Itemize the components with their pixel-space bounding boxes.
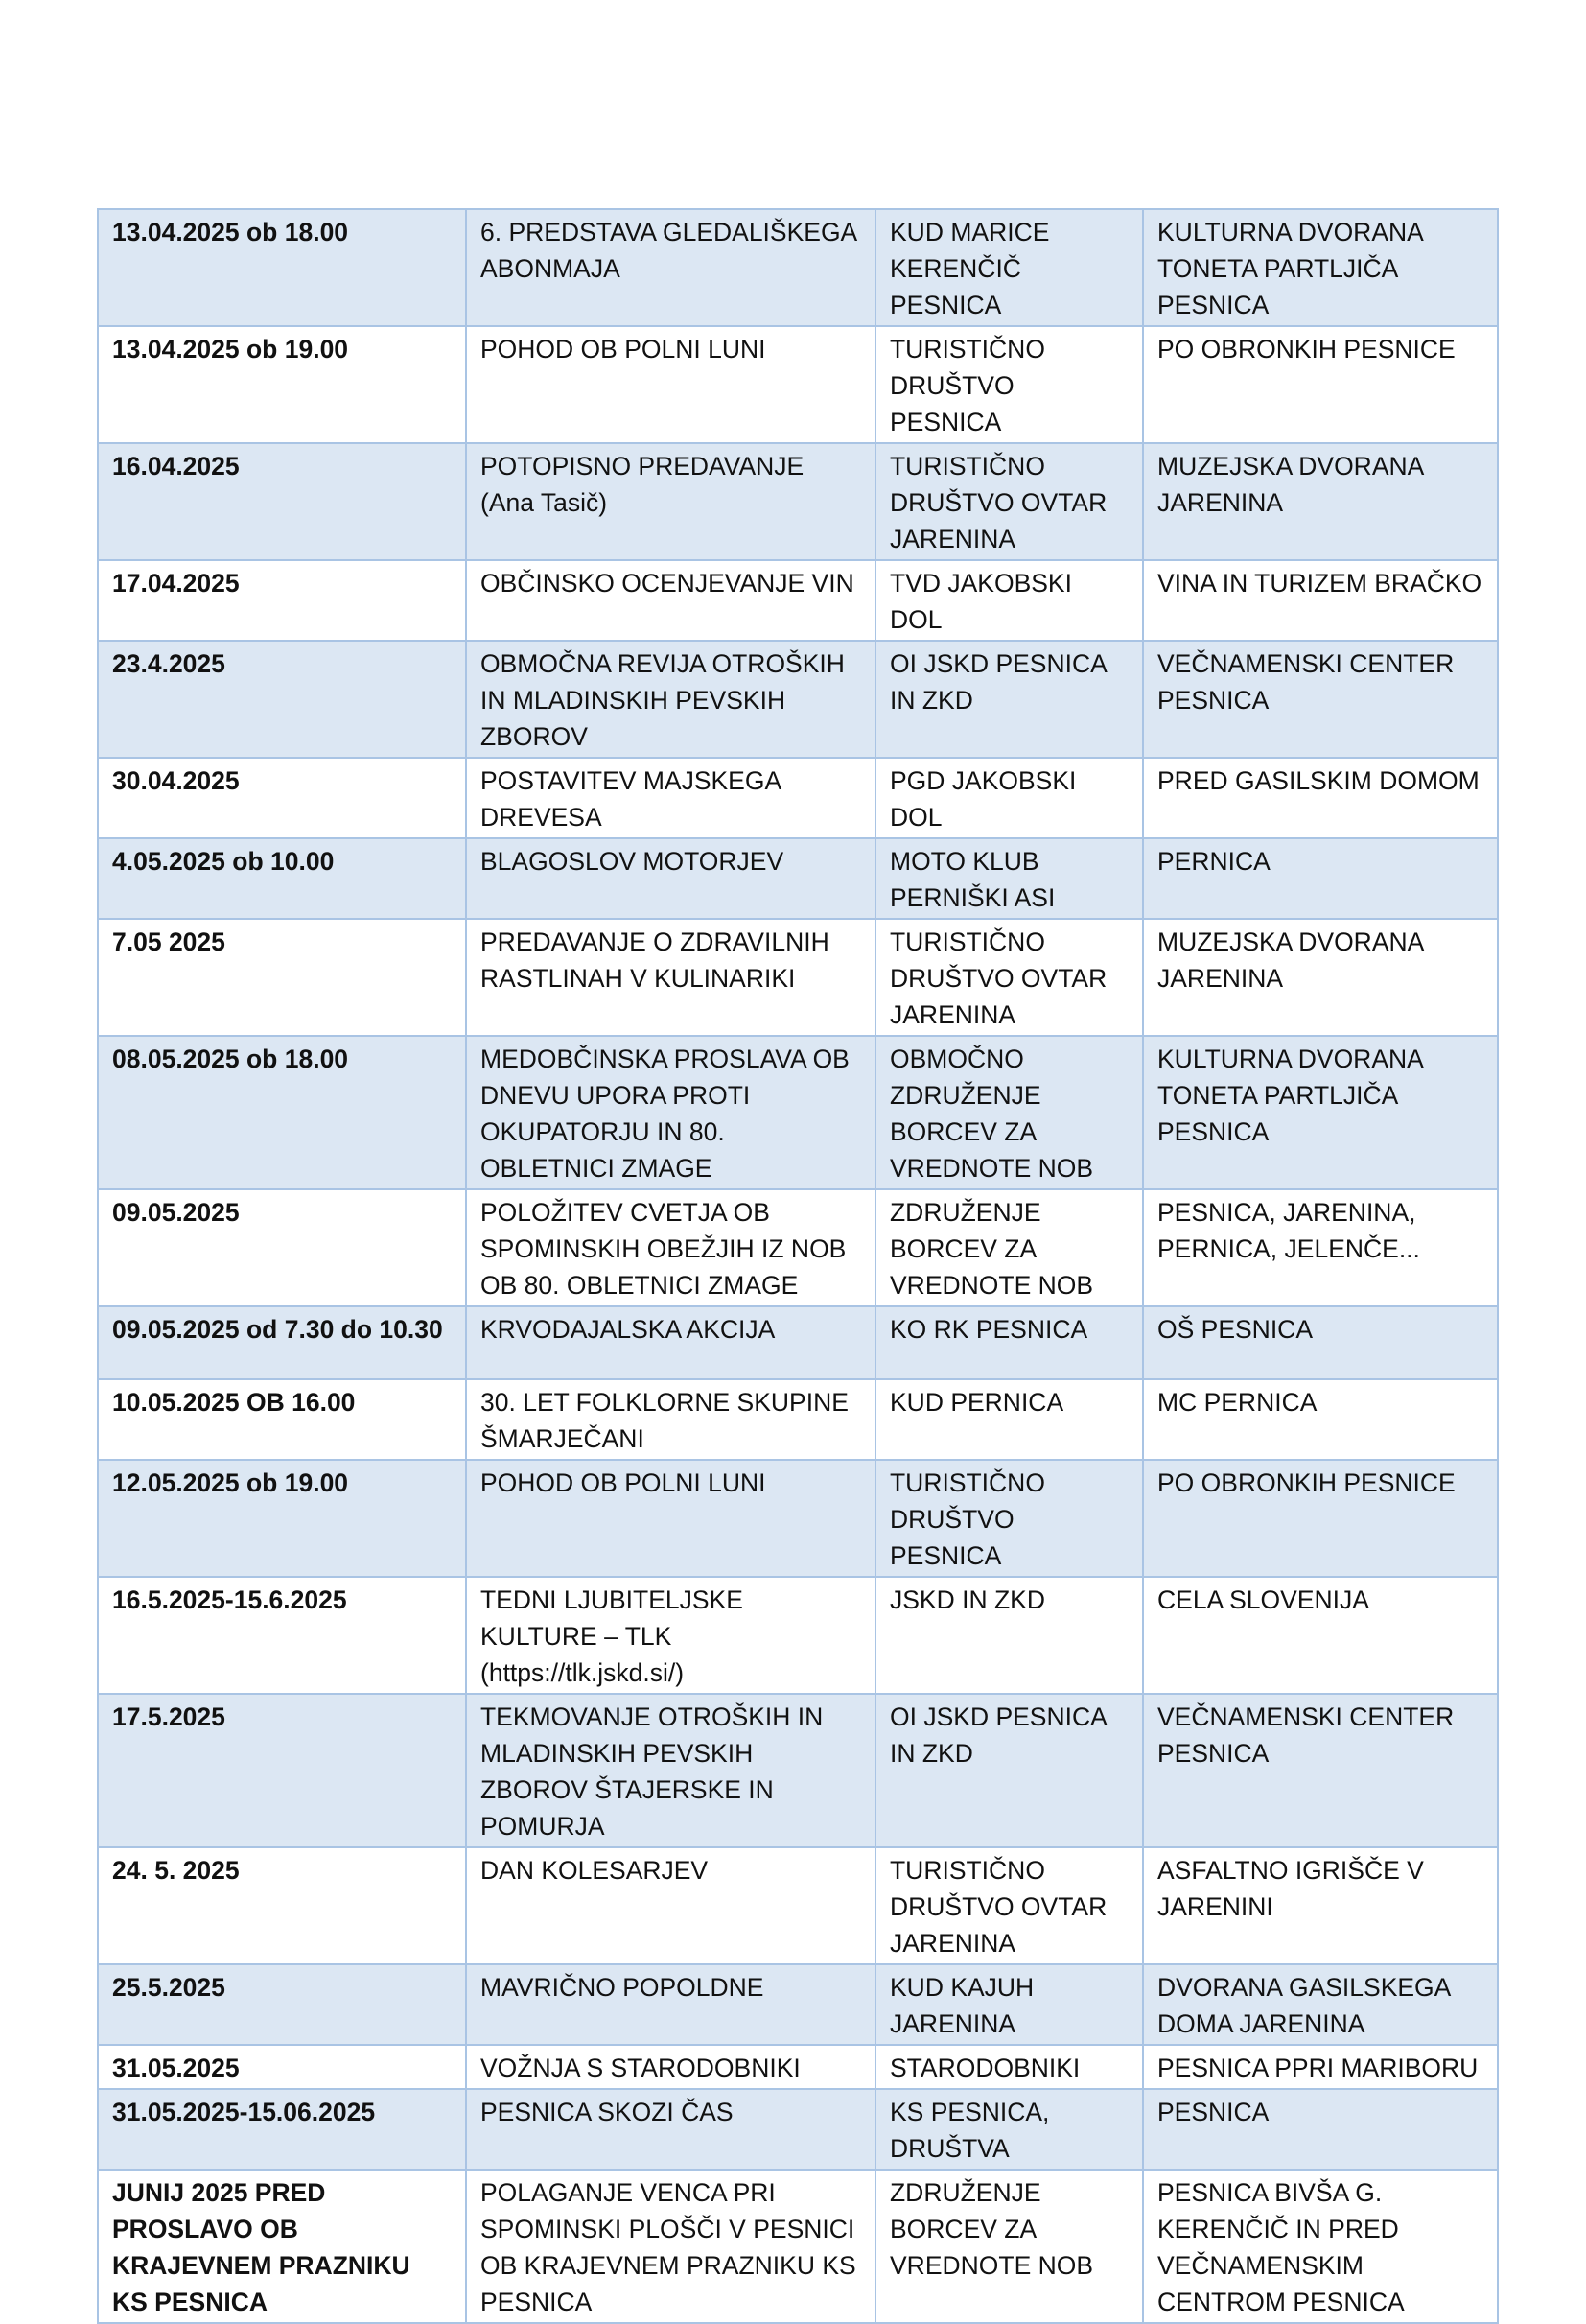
event-location: VEČNAMENSKI CENTER PESNICA — [1143, 641, 1498, 758]
table-row — [98, 2170, 1498, 2323]
event-organizer: KS PESNICA, DRUŠTVA — [875, 2089, 1143, 2170]
table-row — [98, 1847, 1498, 1964]
event-date: 12.05.2025 ob 19.00 — [98, 1460, 466, 1577]
event-date: JUNIJ 2025 PRED PROSLAVO OB KRAJEVNEM PRAZNIKU KS PESNICA — [98, 2170, 466, 2323]
event-location: PESNICA PPRI MARIBORU — [1143, 2045, 1498, 2089]
event-location: OŠ PESNICA — [1143, 1306, 1498, 1379]
event-location: PESNICA — [1143, 2089, 1498, 2170]
event-title: TEDNI LJUBITELJSKE KULTURE – TLK (https://tlk.jskd.si/) — [466, 1577, 875, 1694]
table-row — [98, 2089, 1498, 2170]
event-organizer: TURISTIČNO DRUŠTVO PESNICA — [875, 1460, 1143, 1577]
table-row — [98, 641, 1498, 758]
event-date: 09.05.2025 od 7.30 do 10.30 — [98, 1306, 466, 1379]
event-location: KULTURNA DVORANA TONETA PARTLJIČA PESNICA — [1143, 1036, 1498, 1189]
event-location: MUZEJSKA DVORANA JARENINA — [1143, 443, 1498, 560]
events-table — [97, 208, 1499, 2324]
event-organizer: ZDRUŽENJE BORCEV ZA VREDNOTE NOB — [875, 2170, 1143, 2323]
event-title: 30. LET FOLKLORNE SKUPINE ŠMARJEČANI — [466, 1379, 875, 1460]
event-organizer: OI JSKD PESNICA IN ZKD — [875, 1694, 1143, 1847]
event-organizer: TVD JAKOBSKI DOL — [875, 560, 1143, 641]
table-row — [98, 1460, 1498, 1577]
event-location: PRED GASILSKIM DOMOM — [1143, 758, 1498, 838]
event-date: 08.05.2025 ob 18.00 — [98, 1036, 466, 1189]
event-location: PERNICA — [1143, 838, 1498, 919]
events-table-body — [98, 209, 1498, 2323]
table-row — [98, 326, 1498, 443]
event-date: 7.05 2025 — [98, 919, 466, 1036]
event-title: POSTAVITEV MAJSKEGA DREVESA — [466, 758, 875, 838]
event-organizer: KUD PERNICA — [875, 1379, 1143, 1460]
event-organizer: JSKD IN ZKD — [875, 1577, 1143, 1694]
event-date: 16.5.2025-15.6.2025 — [98, 1577, 466, 1694]
event-date: 31.05.2025 — [98, 2045, 466, 2089]
table-row — [98, 1379, 1498, 1460]
event-location: PESNICA, JARENINA, PERNICA, JELENČE... — [1143, 1189, 1498, 1306]
table-row — [98, 1964, 1498, 2045]
event-location: DVORANA GASILSKEGA DOMA JARENINA — [1143, 1964, 1498, 2045]
event-organizer: KUD KAJUH JARENINA — [875, 1964, 1143, 2045]
event-date: 13.04.2025 ob 18.00 — [98, 209, 466, 326]
event-organizer: TURISTIČNO DRUŠTVO OVTAR JARENINA — [875, 1847, 1143, 1964]
table-row — [98, 1694, 1498, 1847]
event-organizer: KO RK PESNICA — [875, 1306, 1143, 1379]
event-organizer: MOTO KLUB PERNIŠKI ASI — [875, 838, 1143, 919]
event-organizer: ZDRUŽENJE BORCEV ZA VREDNOTE NOB — [875, 1189, 1143, 1306]
event-title: BLAGOSLOV MOTORJEV — [466, 838, 875, 919]
event-organizer: STARODOBNIKI — [875, 2045, 1143, 2089]
table-row — [98, 758, 1498, 838]
event-date: 25.5.2025 — [98, 1964, 466, 2045]
event-location: VINA IN TURIZEM BRAČKO — [1143, 560, 1498, 641]
event-date: 31.05.2025-15.06.2025 — [98, 2089, 466, 2170]
event-title: TEKMOVANJE OTROŠKIH IN MLADINSKIH PEVSKIH ZBOROV ŠTAJERSKE IN POMURJA — [466, 1694, 875, 1847]
event-organizer: TURISTIČNO DRUŠTVO OVTAR JARENINA — [875, 919, 1143, 1036]
table-row — [98, 443, 1498, 560]
event-date: 24. 5. 2025 — [98, 1847, 466, 1964]
event-title: POLOŽITEV CVETJA OB SPOMINSKIH OBEŽJIH IZ NOB OB 80. OBLETNICI ZMAGE — [466, 1189, 875, 1306]
event-title: KRVODAJALSKA AKCIJA — [466, 1306, 875, 1379]
event-location: MC PERNICA — [1143, 1379, 1498, 1460]
event-title: POTOPISNO PREDAVANJE (Ana Tasič) — [466, 443, 875, 560]
event-title: OBČINSKO OCENJEVANJE VIN — [466, 560, 875, 641]
event-organizer: OI JSKD PESNICA IN ZKD — [875, 641, 1143, 758]
table-row — [98, 919, 1498, 1036]
event-date: 16.04.2025 — [98, 443, 466, 560]
event-organizer: PGD JAKOBSKI DOL — [875, 758, 1143, 838]
event-title: POLAGANJE VENCA PRI SPOMINSKI PLOŠČI V PESNICI OB KRAJEVNEM PRAZNIKU KS PESNICA — [466, 2170, 875, 2323]
table-row — [98, 560, 1498, 641]
event-title: POHOD OB POLNI LUNI — [466, 326, 875, 443]
event-title: 6. PREDSTAVA GLEDALIŠKEGA ABONMAJA — [466, 209, 875, 326]
event-title: PESNICA SKOZI ČAS — [466, 2089, 875, 2170]
table-row — [98, 838, 1498, 919]
table-row — [98, 209, 1498, 326]
event-date: 4.05.2025 ob 10.00 — [98, 838, 466, 919]
event-title: MEDOBČINSKA PROSLAVA OB DNEVU UPORA PROTI OKUPATORJU IN 80. OBLETNICI ZMAGE — [466, 1036, 875, 1189]
table-row — [98, 1189, 1498, 1306]
event-organizer: KUD MARICE KERENČIČ PESNICA — [875, 209, 1143, 326]
event-organizer: TURISTIČNO DRUŠTVO PESNICA — [875, 326, 1143, 443]
event-date: 17.04.2025 — [98, 560, 466, 641]
event-location: CELA SLOVENIJA — [1143, 1577, 1498, 1694]
event-location: PESNICA BIVŠA G. KERENČIČ IN PRED VEČNAMENSKIM CENTROM PESNICA — [1143, 2170, 1498, 2323]
event-location: VEČNAMENSKI CENTER PESNICA — [1143, 1694, 1498, 1847]
event-date: 09.05.2025 — [98, 1189, 466, 1306]
event-title: POHOD OB POLNI LUNI — [466, 1460, 875, 1577]
event-organizer: TURISTIČNO DRUŠTVO OVTAR JARENINA — [875, 443, 1143, 560]
event-location: MUZEJSKA DVORANA JARENINA — [1143, 919, 1498, 1036]
table-row — [98, 1577, 1498, 1694]
event-location: ASFALTNO IGRIŠČE V JARENINI — [1143, 1847, 1498, 1964]
table-row — [98, 1306, 1498, 1379]
event-date: 23.4.2025 — [98, 641, 466, 758]
event-title: PREDAVANJE O ZDRAVILNIH RASTLINAH V KULINARIKI — [466, 919, 875, 1036]
event-title: MAVRIČNO POPOLDNE — [466, 1964, 875, 2045]
table-row — [98, 2045, 1498, 2089]
event-location: PO OBRONKIH PESNICE — [1143, 326, 1498, 443]
event-organizer: OBMOČNO ZDRUŽENJE BORCEV ZA VREDNOTE NOB — [875, 1036, 1143, 1189]
event-location: KULTURNA DVORANA TONETA PARTLJIČA PESNICA — [1143, 209, 1498, 326]
event-date: 10.05.2025 OB 16.00 — [98, 1379, 466, 1460]
event-location: PO OBRONKIH PESNICE — [1143, 1460, 1498, 1577]
event-date: 30.04.2025 — [98, 758, 466, 838]
table-row — [98, 1036, 1498, 1189]
event-title: OBMOČNA REVIJA OTROŠKIH IN MLADINSKIH PEVSKIH ZBOROV — [466, 641, 875, 758]
event-title: VOŽNJA S STARODOBNIKI — [466, 2045, 875, 2089]
event-date: 13.04.2025 ob 19.00 — [98, 326, 466, 443]
event-title: DAN KOLESARJEV — [466, 1847, 875, 1964]
event-date: 17.5.2025 — [98, 1694, 466, 1847]
